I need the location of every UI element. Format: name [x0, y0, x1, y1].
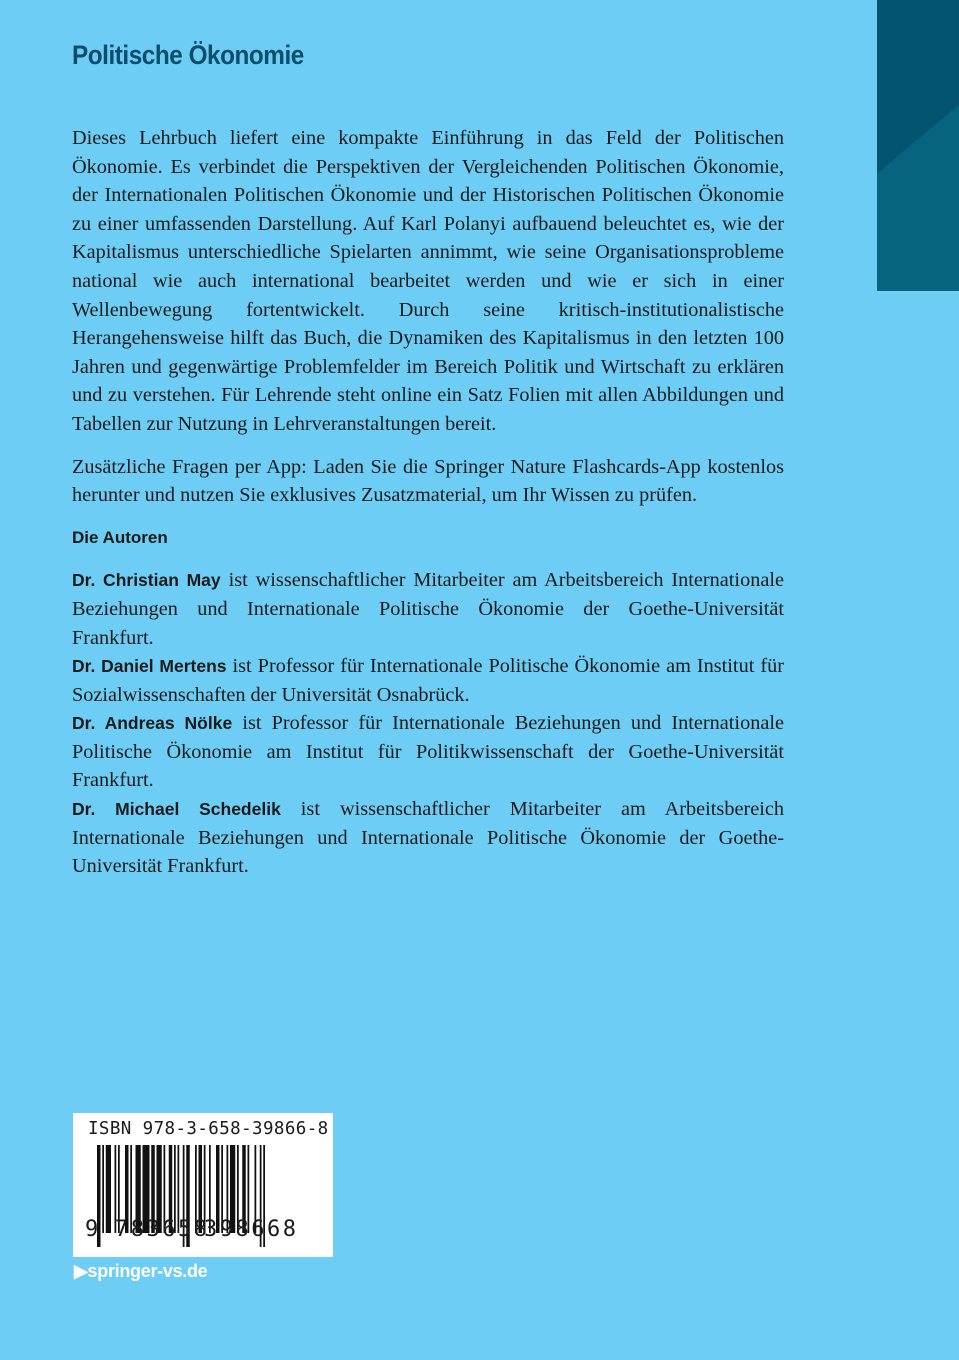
isbn-barcode [73, 1113, 333, 1257]
author-bio: ist wissenschaftlicher Mitarbeiter am Arbeitsbereich Internationale Beziehungen und Internationale Politische Ökonomie der Goethe-Universität Frankfurt. [72, 569, 784, 649]
publisher-link[interactable] [74, 1261, 207, 1282]
authors-heading: Die Autoren [72, 527, 168, 547]
author-entry [72, 795, 784, 881]
author-name: Dr. Andreas Nölke [72, 713, 233, 734]
paragraph: Zusätzliche Fragen per App: Laden Sie die Springer Nature Flashcards-App kostenlos herunter und nutzen Sie exklusives Zusatzmaterial, um Ihr Wissen zu prüfen. [72, 455, 784, 507]
author-name: Dr. Daniel Mertens [72, 656, 227, 677]
isbn-text: ISBN 978-3-658-39866-8 [88, 1119, 329, 1139]
author-entry [72, 566, 784, 652]
paragraph: Dieses Lehrbuch liefert eine kompakte Einführung in das Feld der Politischen Ökonomie. Es verbindet die Perspektiven der Vergleichenden Politischen Ökonomie, der Internationalen Politischen Ökonomie und der Historischen Politischen Ökonomie zu einer umfassenden Darstellung. Auf Karl Polanyi aufbauend beleuchtet es, wie der Kapitalismus unterschiedliche Spielarten annimmt, wie seine Organisationsprobleme national wie auch international bearbeitet werden und wie er sich in einer Wellenbewegung fortentwickelt. Durch seine kritisch-institutionalistische Herangehensweise hilft das Buch, die Dynamiken des Kapitalismus in den letzten 100 Jahren und gegenwärtige Problemfelder im Bereich Politik und Wirtschaft zu erklären und zu verstehen. Für Lehrende steht online ein Satz Folien mit allen Abbildungen und Tabellen zur Nutzung in Lehrveranstaltungen bereit. [72, 127, 784, 435]
triangle-icon: ▶ [74, 1261, 88, 1281]
description [72, 124, 784, 881]
barcode-left-digits: 783658 [115, 1217, 210, 1242]
author-name: Dr. Christian May [72, 570, 221, 591]
page-title: Politische Ökonomie [72, 40, 304, 70]
barcode-first-digit: 9 [85, 1217, 101, 1242]
barcode-right-digits: 398668 [204, 1217, 299, 1242]
author-entry [72, 709, 784, 795]
corner-decoration [877, 0, 959, 291]
author-bio: ist wissenschaftlicher Mitarbeiter am Arbeitsbereich Internationale Beziehungen und Internationale Politische Ökonomie der Goethe-Universität Frankfurt. [72, 798, 784, 878]
publisher-url: springer-vs.de [87, 1261, 208, 1281]
author-name: Dr. Michael Schedelik [72, 799, 281, 820]
barcode-bar [106, 1145, 111, 1233]
author-entry [72, 652, 784, 709]
author-bio: ist Professor für Internationale Beziehungen und Internationale Politische Ökonomie am Institut für Politikwissenschaft der Goethe-Universität Frankfurt. [72, 712, 784, 792]
barcode-bar [102, 1145, 104, 1233]
author-bio: ist Professor für Internationale Politische Ökonomie am Institut für Sozialwissenschaften der Universität Osnabrück. [72, 655, 784, 706]
